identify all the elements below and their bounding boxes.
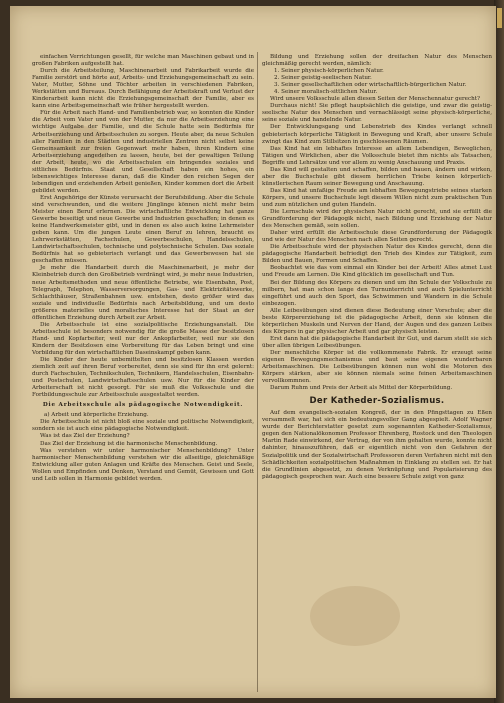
paragraph: Die Arbeitsschule ist nicht bloß eine soziale und politische Notwendigkeit, sondern sie ist auch eine pädagogische Notwendigkeit. (32, 419, 254, 433)
column-divider (257, 52, 258, 692)
paragraph: Die Arbeitsschule ist eine sozialpolitische Erziehungsanstalt. Die Arbeitsschule ist besonders notwendig für die große Masse der besitzlosen Hand- und Kopfarbeiter, weil nur der Ankopfarbeiter, weil nur sie den Kindern der Besitzlosen eine Vorbereitung für das Leben bringt und eine Vorbildung für den wirtschaftlichen Daseinskampf geben kann. (32, 321, 254, 356)
paragraph: Bei der Bildung des Körpers zu dienen und um ihn Schule der Volkschule zu milbern, hat man schon lange den Turnunterricht und auch Spielunterricht eingeführt und auch den Sport, das Schwimmen und Wandern in die Schule einbezogen. (262, 279, 492, 307)
paragraph: Erst dann hat die pädagogische Handarbeit ihr Gut, und darum stellt sie sich über allen übrigen Leibesübungen. (262, 335, 492, 349)
paragraph: Das Kind hat unfaßige Freude am lebhaften Bewegungstriebe seines starken Körpers, und unsere Buchschule legt diesem Willen nicht zum praktischen Tun und zum nützlichen und guten Handeln. (262, 187, 492, 208)
paragraph: Der Entwicklungsgang und Lebenstrieb des Kindes verlangt schnell gebieterisch körperliche Tätigkeit in Bewegung und Kraft, aber unsere Schule zwingt das Kind zum Stillsitzen in geschlossenen Räumen. (262, 124, 492, 145)
paragraph: Je mehr die Handarbeit durch die Maschinenarbeit, je mehr der Kleinbetrieb durch den Großbetrieb verdrängt wird, je mehr neue Industrien, neue Arbeitsmethoden und neue öffentliche Betriebe, wie Eisenbahn, Post, Telegraph, Telephon, Wasserversorgungen, Gas- und Elektrizitätswerke, Schlachthäuser, Straßenbahnen usw. entstehen, desto größer wird das soziale und individuelle Bedürfnis nach Arbeitsbildung, und um desto größeres materielles und moralisches Interesse hat der Staat an der öffentlichen Erziehung durch Arbeit zur Arbeit. (32, 265, 254, 321)
list-item: 1. Seiner physisch-körperlichen Natur. (274, 68, 384, 75)
paragraph: Durch die Arbeitsteilung, Maschinenarbeit und Fabrikarbeit wurde die Familie zerstört und hörte auf, Arbeits- und Erziehungsgemeinschaft zu sein. Vater, Mutter, Söhne und Töchter arbeiten in verschiedenen Fabriken, Werkstätten und Bureaus. Durch Befähigung der Arbeitskraft und Verlust der Kinderarbeit kann nicht die Erziehungsgemeinschaft der Familie, aber es kann eine Arbeitsgemeinschaft wie früher hergestellt werden. (32, 68, 254, 110)
paragraph: Daher wird erfüllt die Arbeitsschule diese Grundforderung der Pädagogik und wie der Natur des Menschen nach allen Seiten gerecht. (262, 230, 492, 244)
right-column (262, 54, 492, 481)
list-item: 3. Seiner gesellschaftlichen oder wirtschaftlich-bürgerlichen Natur. (274, 82, 467, 89)
section-heading: Der Katheder-Sozialismus. (309, 396, 445, 407)
paragraph: Alle Leibesübungen sind dienen diese Bedeutung einer Vorschule; aber die beste Körpererziehung ist die pädagogische Arbeit, denn sie können die körperlichen Muskeln und Nerven der Hand, der Augen und des ganzen Leibes des Körpers in gar physischer Arbeit und gar physisch leisten. (262, 307, 492, 335)
paragraph: Bildung und Erziehung sollen der dreifachen Natur des Menschen gleichmäßig gerecht werden, nämlich: (262, 54, 492, 68)
paragraph: Für die Arbeit nach Hand- und Familienbetrieb war, so konnten die Kinder die Arbeit vom Vater und von der Mutter, da nur die Arbeitserziehung eine wichtige Aufgabe der Familie, und die Schule hatte sein Bedürfnis für Arbeitserziehung und Arbeitsschulen zu sorgen. Heute aber, da neue Schulen aller Familien in den Städten und industriellen Zentren nicht selbst keine Gemeinsamkeit zur freien Gegenwart mehr haben, ihren Kindern eine Arbeitserziehung angedeihen zu lassen, heute, bei der gewaltigen Teilung der Arbeit, heute, wo die Arbeitsschulen ein bringendes soziales und sittliches Bedürfnis. Staat und Gesellschaft haben ein hohes, ein lebenswichtiges Interesse daran, daß die Kinder den reichen Segen der lebendigen und erziehenden Arbeit genießen, Kinder kommen dort die Arbeit gebildet werden. (32, 110, 254, 194)
paragraph: Erst Angehörige der Künste verursacht der Berufsbildung. Aber die Schule sind verschwunden, und die weitere Jünglinge können nicht mehr beim Meister einen Beruf erlernen. Die wirtschaftliche Entwicklung hat ganze Gewerbe beseitigt und neue Gewerbe und Industrien geschaffen; in denen es keine Handwerksmeister gibt, und in denen es also auch keine Lehrmeister geben kann. Um die jungen Leute einen Beruf zu lehren, braucht es Lehrwerkstätten, Fachschulen, Gewerbeschulen, Handelsschulen, Landwirtschaftsschulen, technische und polytechnische Schulen. Das soziale Bedürfnis hat so gebieterisch verlangt und das Gewerbewesen hat sie geschaffen müssen. (32, 194, 254, 265)
bookmark-tab (497, 8, 502, 28)
paragraph: Durchaus nicht! Sie pflegt hauptsächlich die geistige, und zwar die geistig-seelische Natur des Menschen und vernachlässigt seine physisch-körperliche, seine soziale und handelnde Natur. (262, 103, 492, 124)
document-page (10, 6, 496, 698)
list-item: 4. Seiner moralisch-sittlichen Natur. (274, 89, 378, 96)
list-item: 2. Seiner geistig-seelischen Natur. (274, 75, 372, 82)
paragraph: Was verstehen wir unter harmonischer Menschenbildung? Unter harmonischer Menschenbildung verstehen wir die allseitige, gleichmäßige Entwicklung aller guten Anlagen und Kräfte des Menschen. Geist und Seele, Wollen und Empfinden und Denken, Verstand und Gemüt, Gewissen und Gott und Leib sollen in Harmonie gebildet werden. (32, 447, 254, 482)
section-heading: Die Arbeitsschule als pädagogische Notwendigkeit. (42, 402, 244, 409)
paragraph: Die Kinder der heute unbemittelten und besitzlosen Klassen werden ziemlich zeit auf ihren Beruf vorbereitet, denn sie sind für ihn erst gelernt: durch Fachschulen, Technikschulen, Technikern, Handelsschulen, Eisenbahn- und Postschulen, Landwirtschaftsschulen usw. Nur für die Kinder der Arbeiterschaft ist nicht gesorgt. Für sie muß die Volksschule und die Fortbildungsschule zur Arbeitsschule ausgestaltet werden. (32, 357, 254, 399)
paragraph: Was ist das Ziel der Erziehung? (40, 433, 130, 440)
paragraph: Der menschliche Körper ist die vollkommenste Fabrik. Er erzeugt seine eigenen Bewegungsmechanismus und baut seine eigenen wunderbaren Arbeitsmaschinen. Die Leibesübungen können nun wohl die Motoren des Körpers stärken, aber sie können niemals seine feinen Arbeitsmaschinen vervollkommnen. (262, 349, 492, 385)
paragraph: Die Lernschule wird der physischen Natur nicht gerecht, und sie erfüllt die Grundforderung der Pädagogik nicht, nach Bildung und Erziehung der Natur des Menschen gemäß, sein sollen. (262, 209, 492, 230)
page-stain (310, 586, 400, 646)
paragraph: einfachen Verrichtungen gesellt, für welche man Maschinen gebaut und in großen Fabriken aufgestellt hat. (32, 54, 254, 68)
paragraph: Das Kind hat ein lebhaftes Interesse an allem Lebendigen, Beweglichen, Tätigen und Wirklichen, aber die Volksschule bietet ihm nichts als Tatsachen, Begriffe und Lehrsätze und vor allem zu wenig Anschauung und Praxis. (262, 145, 492, 166)
paragraph: Auf dem evangelisch-sozialen Kongreß, der in den Pfingsttagen zu Eßen versammelt war, hat sich ein bedeutungsvoller Gang abgespielt. Adolf Wagner wurde der Berichterstatter gesetzt zum sogenannten Katheder-Sozialismus, gegen den Nationalökonomen Professor Ehrenberg, Rostock und den Theologen Martin Rade einwirkend, der Vertrag, der von ihm gehalten wurde, konnte nicht dahinter, hinauszuführen, daß er eigentlich nicht von den Gefahren der Sozialpolitik und der Sozialwirtschaft Professoren deren Verfahren nicht mit den Schädlichkeiten sozialpolitischen Maßnahmen in Einklang zu stellen sei. Er hat die Grundlinien abgesetzt, zu denen Verknüpfung und Popularisierung des pädagogisch gesprochen war. Auch eine bessere Schule zeigt von ganz (262, 410, 492, 480)
paragraph: Die Arbeitsschule wird der physischen Natur des Kindes gerecht, denn die pädagogische Handarbeit befriedigt den Trieb des Kindes zur Tätigkeit, zum Bilden und Bauen, Formen und Schaffen. (262, 244, 492, 265)
paragraph: Das Ziel der Erziehung ist die harmonische Menschenbildung. (40, 440, 218, 447)
paragraph: Beobachtet wie das vom einmal ein Kinder bei der Arbeit! Alles atmet Lust und Freude am Lernen. Die Kind glücklich im gesellschaft und Tun. (262, 265, 492, 279)
paragraph: Darum Ruhm und Preis der Arbeit als Mittel der Körperbildung. (270, 385, 453, 392)
paragraph: Wird unsere Volksschule allen diesen Seiten der Menschennatur gerecht? (270, 96, 480, 103)
left-column (32, 54, 254, 483)
paragraph: Das Kind will gestalten und schaffen, bilden und bauen, ändern und wirken, aber die Buchschule gibt diesem herrlichen Triebe keinen körperlich-künstlerischen Raum seiner Bewegung und Anschauung. (262, 166, 492, 187)
list-item: a) Arbeit und körperliche Erziehung. (44, 412, 149, 419)
